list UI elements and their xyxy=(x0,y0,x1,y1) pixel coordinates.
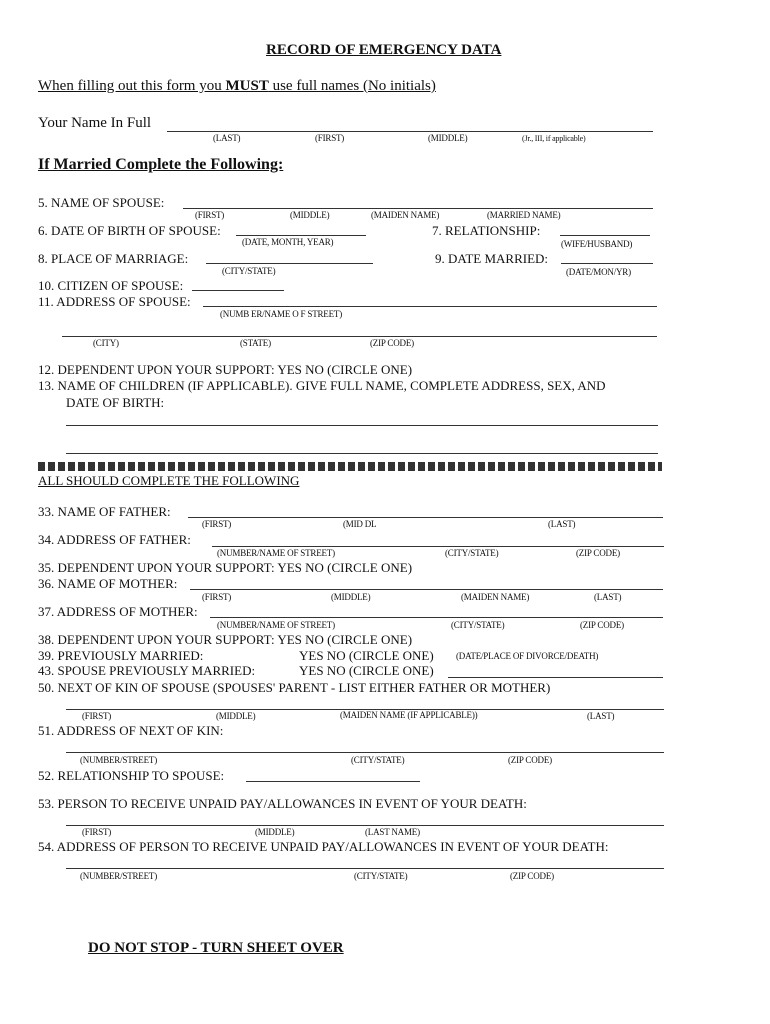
q37-zip-caption: (ZIP CODE) xyxy=(580,620,624,630)
spouse-dob-field[interactable] xyxy=(236,235,366,236)
pay-recipient-name-field[interactable] xyxy=(66,825,664,826)
q50-label: 50. NEXT OF KIN OF SPOUSE (SPOUSES' PARENT - LIST EITHER FATHER OR MOTHER) xyxy=(38,680,551,695)
q50-first-caption: (FIRST) xyxy=(82,711,112,721)
q12-label: 12. DEPENDENT UPON YOUR SUPPORT: YES NO (CIRCLE ONE) xyxy=(38,362,413,377)
q11-city-caption: (CITY) xyxy=(93,338,119,348)
dashed-separator-bottom xyxy=(38,466,662,471)
q37-street-caption: (NUMBER/NAME OF STREET) xyxy=(217,620,335,630)
place-of-marriage-field[interactable] xyxy=(206,263,373,264)
father-name-field[interactable] xyxy=(188,517,663,518)
q34-city-caption: (CITY/STATE) xyxy=(445,548,499,558)
q7-caption: (WIFE/HUSBAND) xyxy=(561,239,633,249)
q11-label: 11. ADDRESS OF SPOUSE: xyxy=(38,294,191,309)
q6-caption: (DATE, MONTH, YEAR) xyxy=(242,237,334,247)
instruction-line xyxy=(38,79,436,94)
married-heading: If Married Complete the Following: xyxy=(38,156,284,173)
q33-last-caption: (LAST) xyxy=(548,519,576,529)
spouse-street-field[interactable] xyxy=(203,306,657,307)
q34-zip-caption: (ZIP CODE) xyxy=(576,548,620,558)
q39-label: 39. PREVIOUSLY MARRIED: xyxy=(38,648,204,663)
q50-maiden-caption: (MAIDEN NAME (IF APPLICABLE)) xyxy=(340,710,478,720)
spouse-previous-marriage-field[interactable] xyxy=(448,677,663,678)
q54-street-caption: (NUMBER/STREET) xyxy=(80,871,157,881)
q8-label: 8. PLACE OF MARRIAGE: xyxy=(38,251,189,266)
your-name-field[interactable] xyxy=(167,131,653,132)
q52-label: 52. RELATIONSHIP TO SPOUSE: xyxy=(38,768,225,783)
q13-label-line2: DATE OF BIRTH: xyxy=(66,395,165,410)
citizen-of-spouse-field[interactable] xyxy=(192,290,284,291)
instruction-must: MUST xyxy=(225,78,269,94)
children-field-1[interactable] xyxy=(66,425,658,426)
form-title: RECORD OF EMERGENCY DATA xyxy=(266,42,502,58)
date-married-field[interactable] xyxy=(561,263,653,264)
q54-zip-caption: (ZIP CODE) xyxy=(510,871,554,881)
spouse-name-field[interactable] xyxy=(183,208,653,209)
q34-label: 34. ADDRESS OF FATHER: xyxy=(38,532,191,547)
q51-zip-caption: (ZIP CODE) xyxy=(508,755,552,765)
children-field-2[interactable] xyxy=(66,453,658,454)
q37-label: 37. ADDRESS OF MOTHER: xyxy=(38,604,198,619)
q5-married-caption: (MARRIED NAME) xyxy=(487,210,561,220)
spouse-city-field[interactable] xyxy=(62,336,657,337)
mother-name-field[interactable] xyxy=(190,589,663,590)
q7-label: 7. RELATIONSHIP: xyxy=(432,223,541,238)
mother-address-field[interactable] xyxy=(210,617,663,618)
q50-middle-caption: (MIDDLE) xyxy=(216,711,256,721)
q53-first-caption: (FIRST) xyxy=(82,827,112,837)
q9-caption: (DATE/MON/YR) xyxy=(566,267,631,277)
father-address-field[interactable] xyxy=(212,546,664,547)
your-name-suffix-caption: (Jr., III, if applicable) xyxy=(522,134,586,143)
q53-middle-caption: (MIDDLE) xyxy=(255,827,295,837)
q34-street-caption: (NUMBER/NAME OF STREET) xyxy=(217,548,335,558)
q11-zip-caption: (ZIP CODE) xyxy=(370,338,414,348)
q36-maiden-caption: (MAIDEN NAME) xyxy=(461,592,530,602)
q5-label: 5. NAME OF SPOUSE: xyxy=(38,195,165,210)
q39-note: (DATE/PLACE OF DIVORCE/DEATH) xyxy=(456,651,599,661)
relationship-field[interactable] xyxy=(560,235,650,236)
q6-label: 6. DATE OF BIRTH OF SPOUSE: xyxy=(38,223,221,238)
q43-label: 43. SPOUSE PREVIOUSLY MARRIED: xyxy=(38,663,256,678)
q10-label: 10. CITIZEN OF SPOUSE: xyxy=(38,278,184,293)
relationship-to-spouse-field[interactable] xyxy=(246,781,420,782)
instruction-pre: When filling out this form you xyxy=(38,78,226,94)
q36-last-caption: (LAST) xyxy=(594,592,622,602)
footer-instruction: DO NOT STOP - TURN SHEET OVER xyxy=(88,940,344,956)
q11-state-caption: (STATE) xyxy=(240,338,271,348)
q53-last-caption: (LAST NAME) xyxy=(365,827,420,837)
q37-city-caption: (CITY/STATE) xyxy=(451,620,505,630)
q9-label: 9. DATE MARRIED: xyxy=(435,251,549,266)
your-name-label: Your Name In Full xyxy=(38,115,152,131)
q39-options: YES NO (CIRCLE ONE) xyxy=(299,648,434,663)
q51-city-caption: (CITY/STATE) xyxy=(351,755,405,765)
pay-recipient-address-field[interactable] xyxy=(66,868,664,869)
q5-maiden-caption: (MAIDEN NAME) xyxy=(371,210,440,220)
q36-middle-caption: (MIDDLE) xyxy=(331,592,371,602)
your-name-last-caption: (LAST) xyxy=(213,133,241,143)
q8-caption: (CITY/STATE) xyxy=(222,266,276,276)
q43-options: YES NO (CIRCLE ONE) xyxy=(299,663,434,678)
q38-label: 38. DEPENDENT UPON YOUR SUPPORT: YES NO (CIRCLE ONE) xyxy=(38,632,413,647)
q5-middle-caption: (MIDDLE) xyxy=(290,210,330,220)
instruction-post: use full names (No initials) xyxy=(268,78,436,94)
q50-last-caption: (LAST) xyxy=(587,711,615,721)
q5-first-caption: (FIRST) xyxy=(195,210,225,220)
q35-label: 35. DEPENDENT UPON YOUR SUPPORT: YES NO (CIRCLE ONE) xyxy=(38,560,413,575)
your-name-middle-caption: (MIDDLE) xyxy=(428,133,468,143)
q13-label: 13. NAME OF CHILDREN (IF APPLICABLE). GIVE FULL NAME, COMPLETE ADDRESS, SEX, AND xyxy=(38,378,606,393)
q33-first-caption: (FIRST) xyxy=(202,519,232,529)
q54-city-caption: (CITY/STATE) xyxy=(354,871,408,881)
q33-middle-caption: (MID DL xyxy=(343,519,377,529)
q54-label: 54. ADDRESS OF PERSON TO RECEIVE UNPAID PAY/ALLOWANCES IN EVENT OF YOUR DEATH: xyxy=(38,839,609,854)
q51-label: 51. ADDRESS OF NEXT OF KIN: xyxy=(38,723,224,738)
q36-first-caption: (FIRST) xyxy=(202,592,232,602)
q53-label: 53. PERSON TO RECEIVE UNPAID PAY/ALLOWANCES IN EVENT OF YOUR DEATH: xyxy=(38,796,527,811)
q11-street-caption: (NUMB ER/NAME O F STREET) xyxy=(220,309,343,319)
q33-label: 33. NAME OF FATHER: xyxy=(38,504,171,519)
q36-label: 36. NAME OF MOTHER: xyxy=(38,576,178,591)
next-of-kin-address-field[interactable] xyxy=(66,752,664,753)
q51-street-caption: (NUMBER/STREET) xyxy=(80,755,157,765)
your-name-first-caption: (FIRST) xyxy=(315,133,345,143)
all-heading: ALL SHOULD COMPLETE THE FOLLOWING xyxy=(38,473,300,488)
